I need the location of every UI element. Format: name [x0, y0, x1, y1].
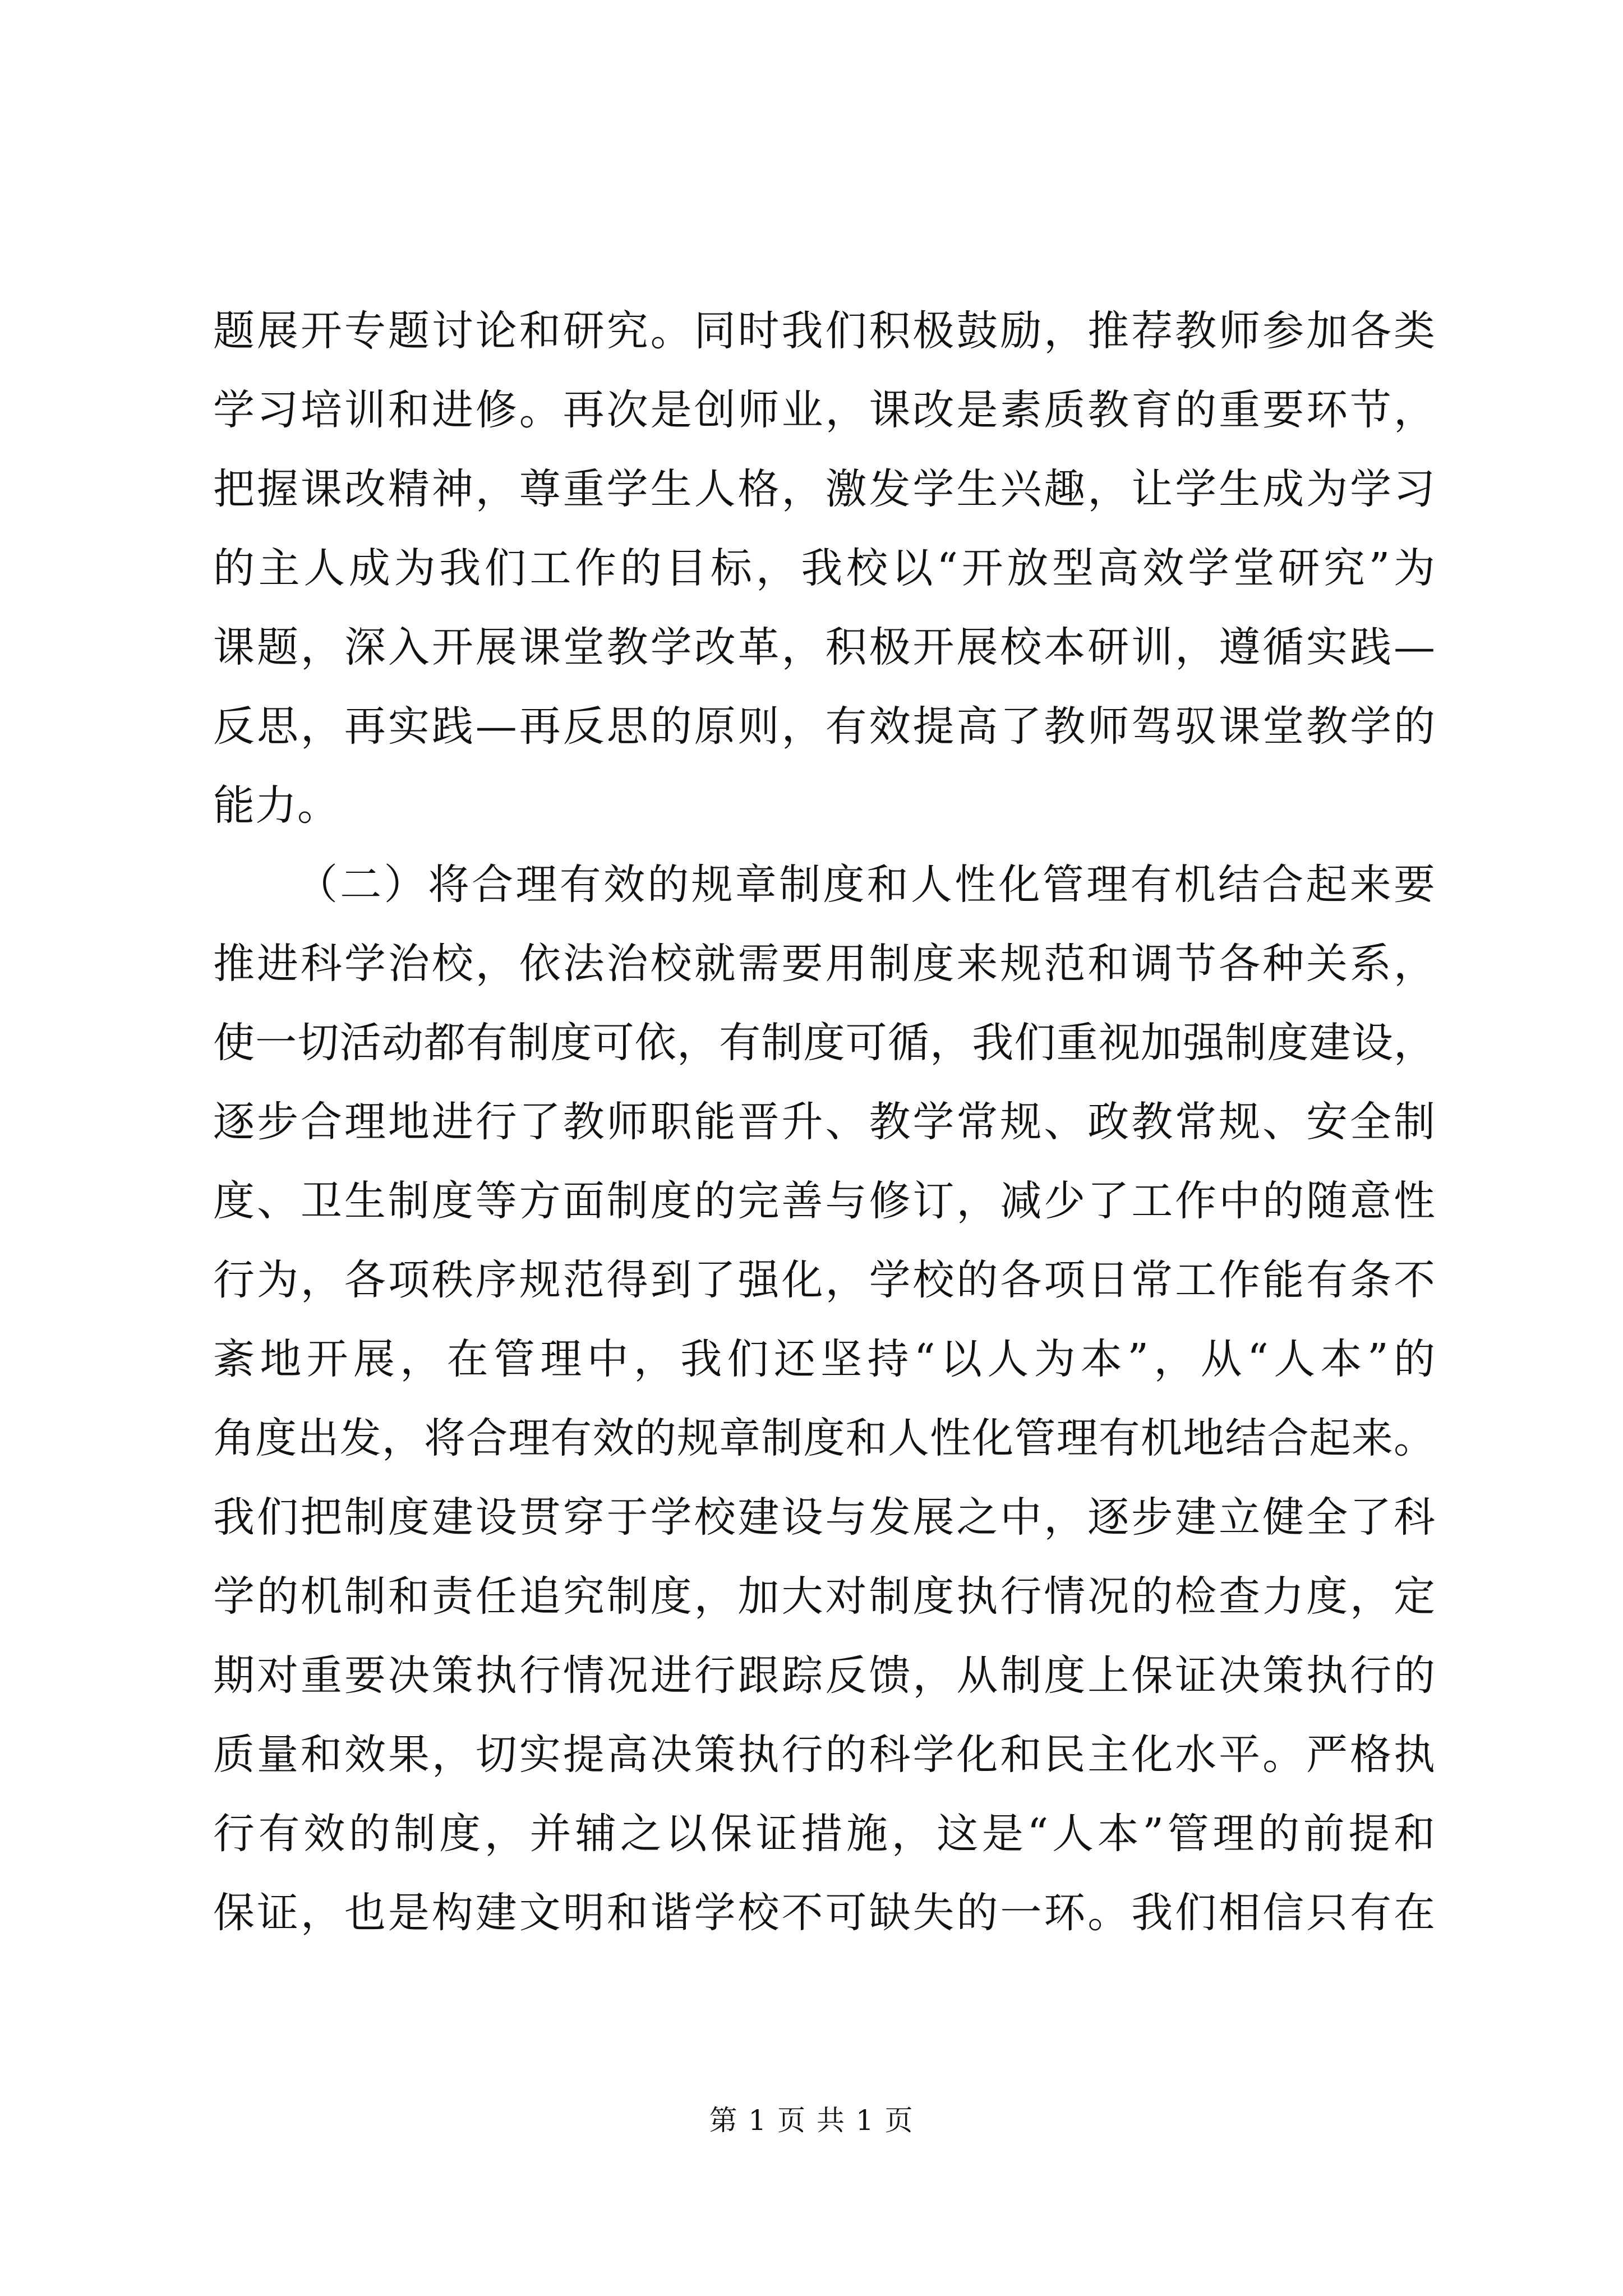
page-number-label: 第 1 页 共 1 页 — [709, 2104, 914, 2137]
text-line: 紊地开展，在管理中，我们还坚持“以人为本”，从“人本”的 — [213, 1335, 1436, 1383]
text-line-indented: （二）将合理有效的规章制度和人性化管理有机结合起来要 — [296, 861, 1436, 909]
page-footer — [0, 2101, 1623, 2140]
text-line: 把握课改精神，尊重学生人格，激发学生兴趣，让学生成为学习 — [213, 465, 1436, 513]
text-line: 的主人成为我们工作的目标，我校以“开放型高效学堂研究”为 — [213, 544, 1436, 592]
text-line: 题展开专题讨论和研究。同时我们积极鼓励，推荐教师参加各类 — [213, 307, 1436, 355]
text-line: 行为，各项秩序规范得到了强化，学校的各项日常工作能有条不 — [213, 1256, 1436, 1304]
text-line: 角度出发，将合理有效的规章制度和人性化管理有机地结合起来。 — [213, 1414, 1436, 1462]
text-line: 我们把制度建设贯穿于学校建设与发展之中，逐步建立健全了科 — [213, 1493, 1436, 1542]
text-line: 度、卫生制度等方面制度的完善与修订，减少了工作中的随意性 — [213, 1177, 1436, 1225]
text-line: 推进科学治校，依法治校就需要用制度来规范和调节各种关系， — [213, 940, 1436, 988]
text-line: 期对重要决策执行情况进行跟踪反馈，从制度上保证决策执行的 — [213, 1651, 1436, 1700]
text-line: 课题，深入开展课堂教学改革，积极开展校本研训，遵循实践— — [213, 623, 1436, 671]
text-line: 学习培训和进修。再次是创师业，课改是素质教育的重要环节， — [213, 386, 1436, 434]
text-line: 使一切活动都有制度可依，有制度可循，我们重视加强制度建设， — [213, 1019, 1436, 1067]
text-line: 保证，也是构建文明和谐学校不可缺失的一环。我们相信只有在 — [213, 1889, 1436, 1937]
text-line: 学的机制和责任追究制度，加大对制度执行情况的检查力度，定 — [213, 1572, 1436, 1621]
text-line: 质量和效果，切实提高决策执行的科学化和民主化水平。严格执 — [213, 1731, 1436, 1779]
document-body — [213, 292, 1436, 1953]
text-line: 能力。 — [213, 781, 339, 830]
text-line: 反思，再实践—再反思的原则，有效提高了教师驾驭课堂教学的 — [213, 702, 1436, 751]
text-line: 逐步合理地进行了教师职能晋升、教学常规、政教常规、安全制 — [213, 1098, 1436, 1146]
text-line: 行有效的制度，并辅之以保证措施，这是“人本”管理的前提和 — [213, 1810, 1436, 1858]
